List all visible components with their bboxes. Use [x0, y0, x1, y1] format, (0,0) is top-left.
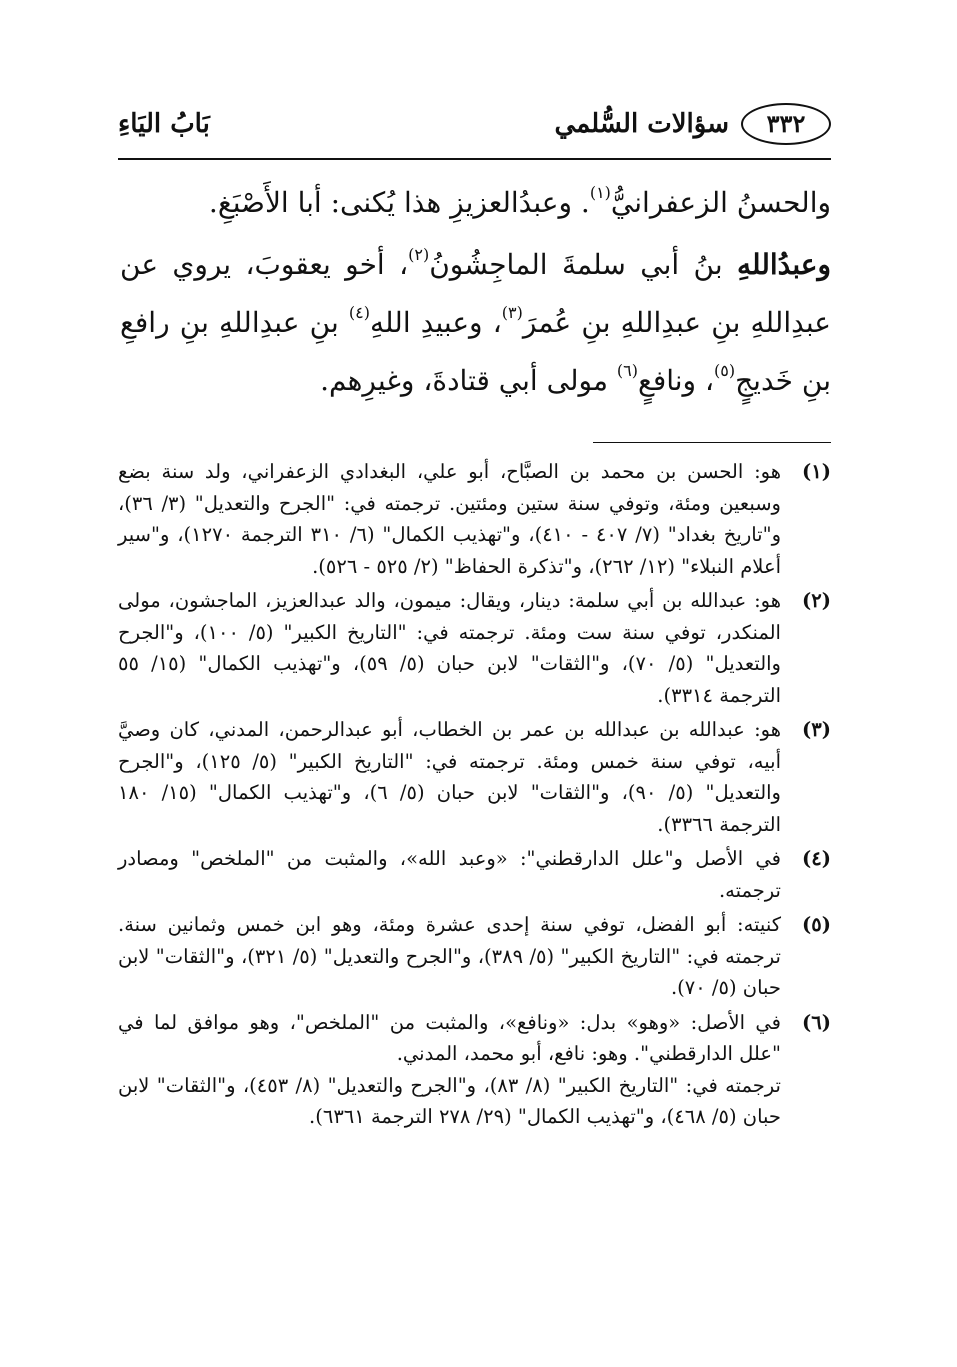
footnote-text: كنيته: أبو الفضل، توفي سنة إحدى عشرة ومئة، وهو ابن خمس وثمانين سنة. ترجمته في: "التاريخ الكبير" (٥/ ٣٨٩)، و"الجرح والتعديل" (٥/ ٣٢١)، و"الثقات" لابن حبان (٥/ ٧٠). [118, 913, 781, 999]
footnote-ref-6: (٦) [616, 361, 638, 380]
footnote-number: (٥) [802, 913, 831, 936]
footnote-separator [593, 442, 831, 443]
footnote-text: هو: عبدالله بن أبي سلمة: دينار، ويقال: ميمون، والد عبدالعزيز، الماجشون، مولى المنكدر، توفي سنة ست ومئة. ترجمته في: "التاريخ الكبير" (٥/ ١٠٠)، و"الجرح والتعديل" (٥/ ٧٠)، و"الثقات" لابن حبان (٥/ ٥٩)، و"تهذيب الكمال" (١٥/ ٥٥ الترجمة ٣٣١٤). [118, 589, 781, 707]
footnote-ref-3: (٣) [501, 303, 523, 322]
page-number: ٣٣٢ [741, 103, 831, 145]
footnote-2 [118, 585, 831, 711]
p2-text-f: مولى أبي قتادةَ، وغيرِهم. [320, 364, 617, 397]
p2-text-c: ، وعبيدِ اللهِ [370, 306, 502, 339]
footnote-number: (٦) [802, 1010, 831, 1034]
header-rule [118, 158, 831, 160]
footnote-text: هو: الحسن بن محمد بن الصبَّاح، أبو علي، البغدادي الزعفراني، ولد سنة بضع وسبعين ومئة، وتوفي سنة ستين ومئتين. ترجمته في: "الجرح والتعديل" (٣/ ٣٦)، و"تاريخ بغداد" (٧/ ٤٠٧ - ٤١٠)، و"تهذيب الكمال" (٦/ ٣١٠ الترجمة ١٢٧٠)، و"سير أعلام النبلاء" (١٢/ ٢٦٢)، و"تذكرة الحفاظ" (٢/ ٥٢٥ - ٥٢٦). [118, 460, 781, 578]
footnote-text-continued: ترجمته في: "التاريخ الكبير" (٨/ ٨٣)، و"الجرح والتعديل" (٨/ ٤٥٣)، و"الثقات" لابن حبان (٥/ ٤٦٨)، و"تهذيب الكمال" (٢٩/ ٢٧٨ الترجمة ٦٣٦١). [118, 1073, 781, 1128]
paragraph-1 [120, 174, 831, 232]
footnote-1 [118, 456, 831, 582]
p2-text-b: ، أخو يعقوبَ، يروي عن عبدِاللهِ بنِ عبدِاللهِ بنِ عُمرَ [120, 248, 831, 339]
footnote-ref-2: (٢) [408, 245, 430, 264]
footnote-ref-5: (٥) [714, 361, 736, 380]
footnote-text: في الأصل و"علل الدارقطني": «وعبد الله»، والمثبت من "الملخص" ومصادر ترجمته. [118, 847, 781, 902]
footnote-number: (٢) [802, 589, 831, 612]
footnote-text: هو: عبدالله بن عبدالله بن عمر بن الخطاب، أبو عبدالرحمن، المدني، كان وصيَّ أبيه، توفي سنة خمس ومئة. ترجمته في: "التاريخ الكبير" (٥/ ١٢٥)، و"الجرح والتعديل" (٥/ ٩٠)، و"الثقات" لابن حبان (٥/ ٦)، و"تهذيب الكمال" (١٥/ ١٨٠ الترجمة ٣٣٦٦). [118, 718, 781, 836]
footnote-5 [118, 909, 831, 1004]
paragraph-2 [120, 236, 831, 410]
main-text [120, 174, 831, 410]
p2-text-a: بنُ أبي سلمةَ الماجِشُونُ [429, 248, 738, 281]
footnote-6 [118, 1007, 831, 1133]
entry-name: وعبدُاللهِ [737, 248, 831, 281]
header-right-group [555, 103, 831, 145]
p2-text-d: بنِ عبدِاللهِ بنِ رافعِ بنِ خَديجٍ [120, 306, 831, 397]
book-title: سؤالات السُّلمي [554, 109, 729, 139]
running-header [118, 96, 831, 152]
footnote-number: (٤) [802, 847, 831, 870]
footnote-text: في الأصل: «وهو» بدل: «ونافع»، والمثبت من "الملخص"، وهو موافق لما في "علل الدارقطني". وهو: نافع، أبو محمد، المدني. [118, 1010, 781, 1065]
footnote-body [118, 1007, 781, 1133]
p1-text-b: . وعبدُالعزيزِ هذا يُكنى: أبا الأَصْبَغِ. [208, 186, 590, 219]
footnote-number: (١) [802, 460, 831, 483]
footnote-3 [118, 714, 831, 840]
p2-text-e: ، ونافعٍ [637, 364, 715, 397]
p1-text-a: والحسنُ الزعفرانيُّ [610, 186, 831, 219]
footnotes [118, 456, 831, 1136]
footnote-4 [118, 843, 831, 906]
footnote-number: (٣) [802, 718, 831, 741]
footnote-ref-1: (١) [589, 183, 611, 202]
chapter-title: بَابُ اليَاءِ [118, 109, 210, 139]
footnote-ref-4: (٤) [348, 303, 370, 322]
